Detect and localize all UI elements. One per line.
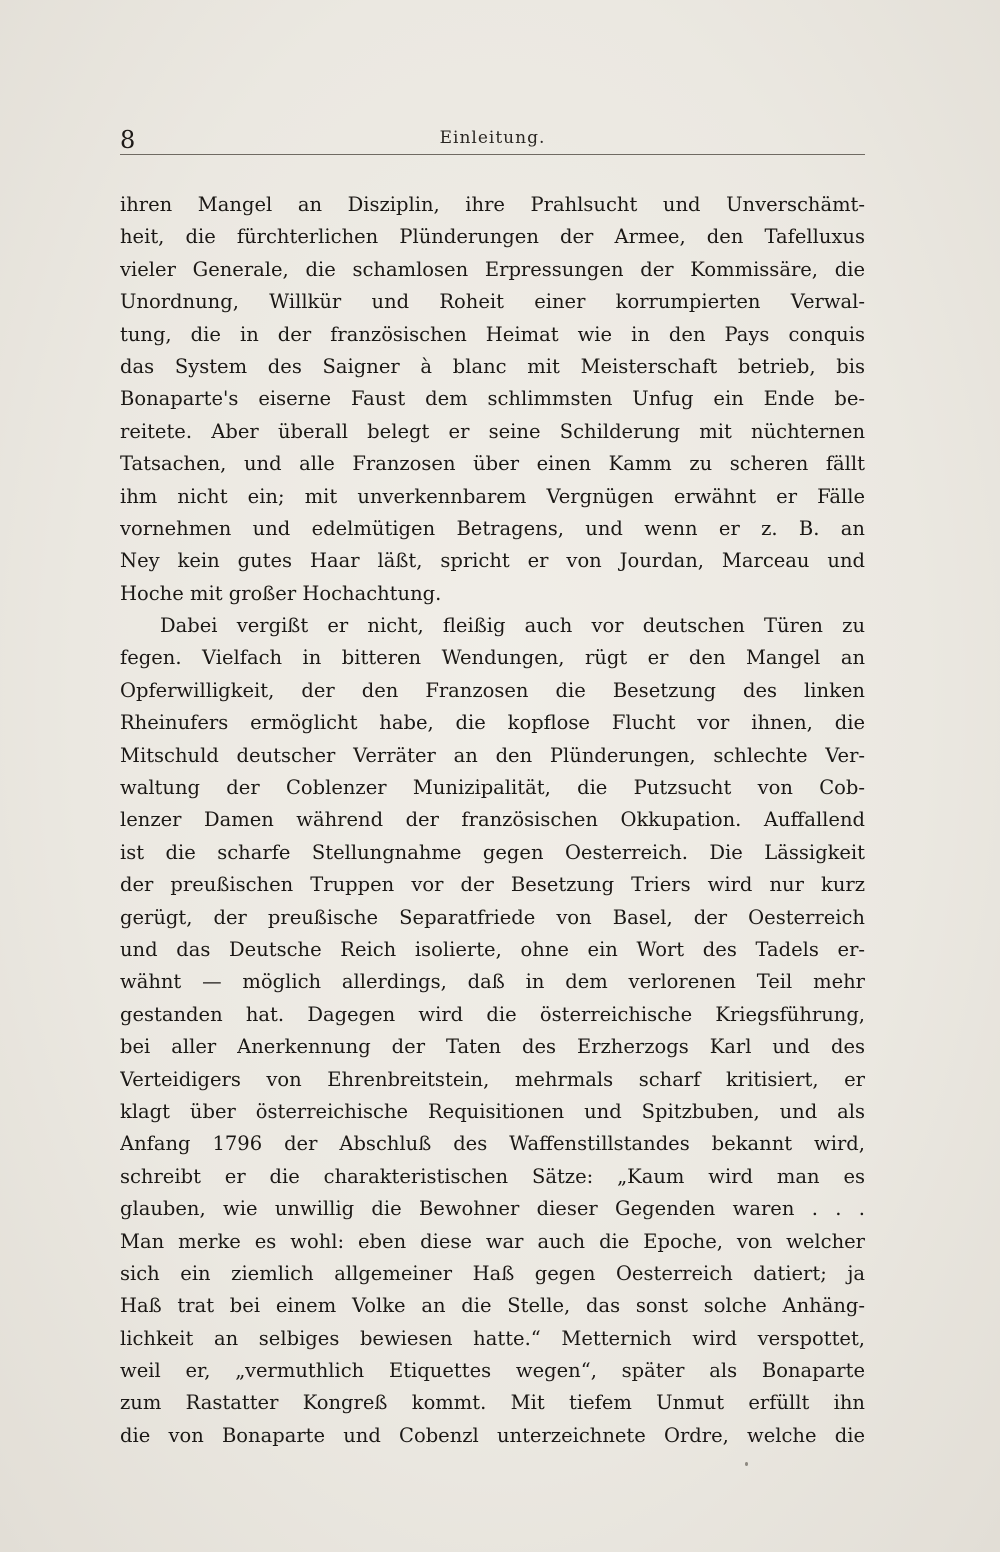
text-line: ist die scharfe Stellungnahme gegen Oesterreich. Die Lässigkeit [120, 840, 865, 864]
text-line: Hoche mit großer Hochachtung. [120, 581, 442, 605]
text-line: vornehmen und edelmütigen Betragens, und wenn er z. B. an [120, 516, 865, 540]
text-line: wähnt — möglich allerdings, daß in dem verlorenen Teil mehr [120, 970, 865, 994]
text-line: Anfang 1796 der Abschluß des Waffenstillstandes bekannt wird, [120, 1132, 865, 1156]
text-line: Verteidigers von Ehrenbreitstein, mehrmals scharf kritisiert, er [120, 1067, 865, 1091]
text-line: Unordnung, Willkür und Roheit einer korrumpierten Verwal- [120, 290, 865, 314]
text-line: weil er, „vermuthlich Etiquettes wegen“, später als Bonaparte [120, 1359, 865, 1383]
text-line: waltung der Coblenzer Munizipalität, die Putzsucht von Cob- [120, 776, 865, 800]
text-line: reitete. Aber überall belegt er seine Schilderung mit nüchternen [120, 419, 865, 443]
text-line: zum Rastatter Kongreß kommt. Mit tiefem Unmut erfüllt ihn [120, 1391, 865, 1415]
paper-speck [745, 1462, 748, 1466]
text-line: die von Bonaparte und Cobenzl unterzeichnete Ordre, welche die [120, 1423, 865, 1447]
text-line: gerügt, der preußische Separatfriede von Basel, der Oesterreich [120, 905, 865, 929]
text-line: der preußischen Truppen vor der Besetzung Triers wird nur kurz [120, 873, 865, 897]
body-text [120, 189, 865, 1452]
text-line: bei aller Anerkennung der Taten des Erzherzogs Karl und des [120, 1035, 865, 1059]
text-line: Mitschuld deutscher Verräter an den Plünderungen, schlechte Ver- [120, 743, 865, 767]
text-line: lenzer Damen während der französischen Okkupation. Auffallend [120, 808, 865, 832]
page-header [120, 120, 865, 155]
text-line: klagt über österreichische Requisitionen und Spitzbuben, und als [120, 1099, 865, 1123]
text-line: schreibt er die charakteristischen Sätze: „Kaum wird man es [120, 1164, 865, 1188]
text-line: Dabei vergißt er nicht, fleißig auch vor deutschen Türen zu [160, 614, 865, 638]
text-line: lichkeit an selbiges bewiesen hatte.“ Metternich wird verspottet, [120, 1326, 865, 1350]
running-title: Einleitung. [439, 128, 546, 148]
page-number: 8 [120, 126, 136, 154]
text-line: vieler Generale, die schamlosen Erpressungen der Kommissäre, die [120, 257, 865, 281]
text-line: ihm nicht ein; mit unverkennbarem Vergnügen erwähnt er Fälle [120, 484, 865, 508]
text-line: Man merke es wohl: eben diese war auch die Epoche, von welcher [120, 1229, 865, 1253]
text-line: glauben, wie unwillig die Bewohner dieser Gegenden waren . . . [120, 1197, 865, 1221]
text-line: gestanden hat. Dagegen wird die österreichische Kriegsführung, [120, 1002, 865, 1026]
text-line: tung, die in der französischen Heimat wie in den Pays conquis [120, 322, 865, 346]
text-line: sich ein ziemlich allgemeiner Haß gegen Oesterreich datiert; ja [120, 1261, 865, 1285]
text-line: Haß trat bei einem Volke an die Stelle, das sonst solche Anhäng- [120, 1294, 865, 1318]
text-line: Opferwilligkeit, der den Franzosen die Besetzung des linken [120, 678, 865, 702]
text-line: heit, die fürchterlichen Plünderungen der Armee, den Tafelluxus [120, 225, 865, 249]
text-line: fegen. Vielfach in bitteren Wendungen, rügt er den Mangel an [120, 646, 865, 670]
text-line: ihren Mangel an Disziplin, ihre Prahlsucht und Unverschämt- [120, 193, 865, 216]
text-line: Ney kein gutes Haar läßt, spricht er von Jourdan, Marceau und [120, 549, 865, 573]
text-line: Rheinufers ermöglicht habe, die kopflose Flucht vor ihnen, die [120, 711, 865, 735]
text-line: Bonaparte's eiserne Faust dem schlimmsten Unfug ein Ende be- [120, 387, 865, 411]
text-line: und das Deutsche Reich isolierte, ohne ein Wort des Tadels er- [120, 937, 865, 961]
text-line: das System des Saigner à blanc mit Meisterschaft betrieb, bis [120, 354, 865, 378]
text-line: Tatsachen, und alle Franzosen über einen Kamm zu scheren fällt [120, 452, 865, 476]
